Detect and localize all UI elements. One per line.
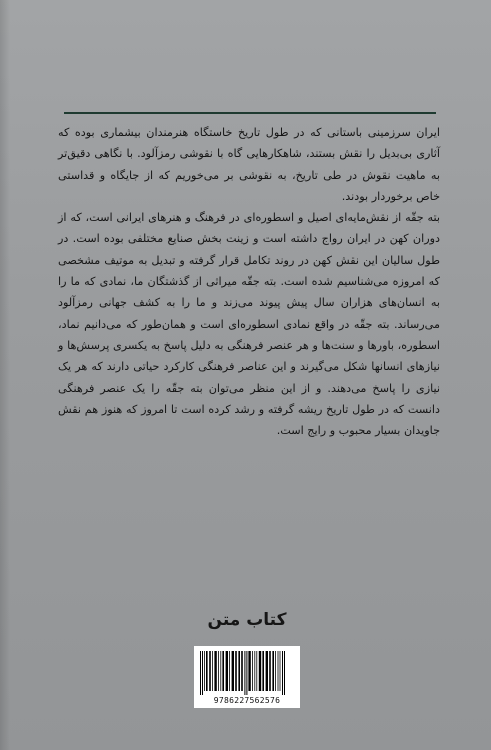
barcode-bar [272,651,274,691]
barcode-bar [209,651,211,691]
blurb-text [58,122,440,441]
barcode-bar [282,651,283,695]
barcode-bar [206,651,208,691]
barcode-bar [252,651,253,691]
top-divider-rule [64,112,436,114]
barcode-bar [278,651,279,691]
barcode-bar [246,651,247,695]
barcode-bar [204,651,205,691]
barcode-bar [275,651,276,691]
barcode-bar [256,651,257,691]
barcode-bar [238,651,240,691]
barcode-bar [220,651,221,691]
isbn-barcode [194,646,300,708]
barcode-bar [280,651,281,691]
publisher-logo: کتاب متن [207,610,287,630]
barcode-bar [244,651,245,695]
isbn-number: 9786227562576 [213,696,281,705]
barcode-bar [214,651,216,691]
barcode-bar [266,651,268,691]
barcode-bar [218,651,219,691]
barcode-bar [262,651,264,691]
barcode-bar [202,651,203,695]
barcode-bar [229,651,230,691]
barcode-bar [232,651,234,691]
spine-shadow [0,0,10,750]
barcode-bar [259,651,261,691]
barcode-bar [226,651,228,691]
barcode-bars [199,651,295,695]
barcode-bar [269,651,271,691]
barcode-bar [222,651,224,691]
barcode-bar [254,651,255,691]
barcode-bar [284,651,285,695]
blurb-paragraph-1: ایران سرزمینی باستانی که در طول تاریخ خاستگاه هنرمندان بیشماری بوده که آثاری بی‌بدیل را نقش بستند، شاهکارهایی گاه با نقوشی رمزآلود. با نگاهی دقیق‌تر به ماهیت نقوش در طی تاریخ، به نقوشی بر می‌خوریم که از جایگاه و قداستی خاص برخوردار بودند. [58,126,440,203]
barcode-bar [248,651,250,691]
barcode-bar [241,651,243,691]
barcode-bar [200,651,201,695]
barcode-bar [235,651,237,691]
blurb-paragraph-2: بته جقّه از نقش‌مایه‌ای اصیل و اسطوره‌ای در فرهنگ و هنرهای ایرانی است، که از دوران کهن در ایران رواج داشته است و زینت بخش صنایع مختلفی بوده است. در طول سالیان این نقش کهن در روند تکامل قرار گرفته و تبدیل به موتیف مشخصی که امروزه می‌شناسیم شده است. بته جقّه میراثی از گذشتگان ما، نمادی که ما را به انسان‌های هزاران سال پیش پیوند می‌زند و ما را به کشف جهانی رمزآلود می‌رساند. بته جقّه در واقع نمادی اسطوره‌ای است و همان‌طور که می‌دانیم نماد، اسطوره، باورها و سنت‌ها و هر عنصر فرهنگی به دلیل پاسخ به یکسری پرسش‌ها و نیازهای انسانها شکل می‌گیرند و این عناصر فرهنگی کارکرد حیاتی دارند که هر یک نیازی را پاسخ می‌دهند. و از این منظر می‌توان بته جقّه را یک عنصر فرهنگی دانست که در طول تاریخ ریشه گرفته و رشد کرده است تا امروز که هنوز هم نقش جاویدان بسیار محبوب و رایج است. [58,211,440,438]
barcode-bar [212,651,213,691]
